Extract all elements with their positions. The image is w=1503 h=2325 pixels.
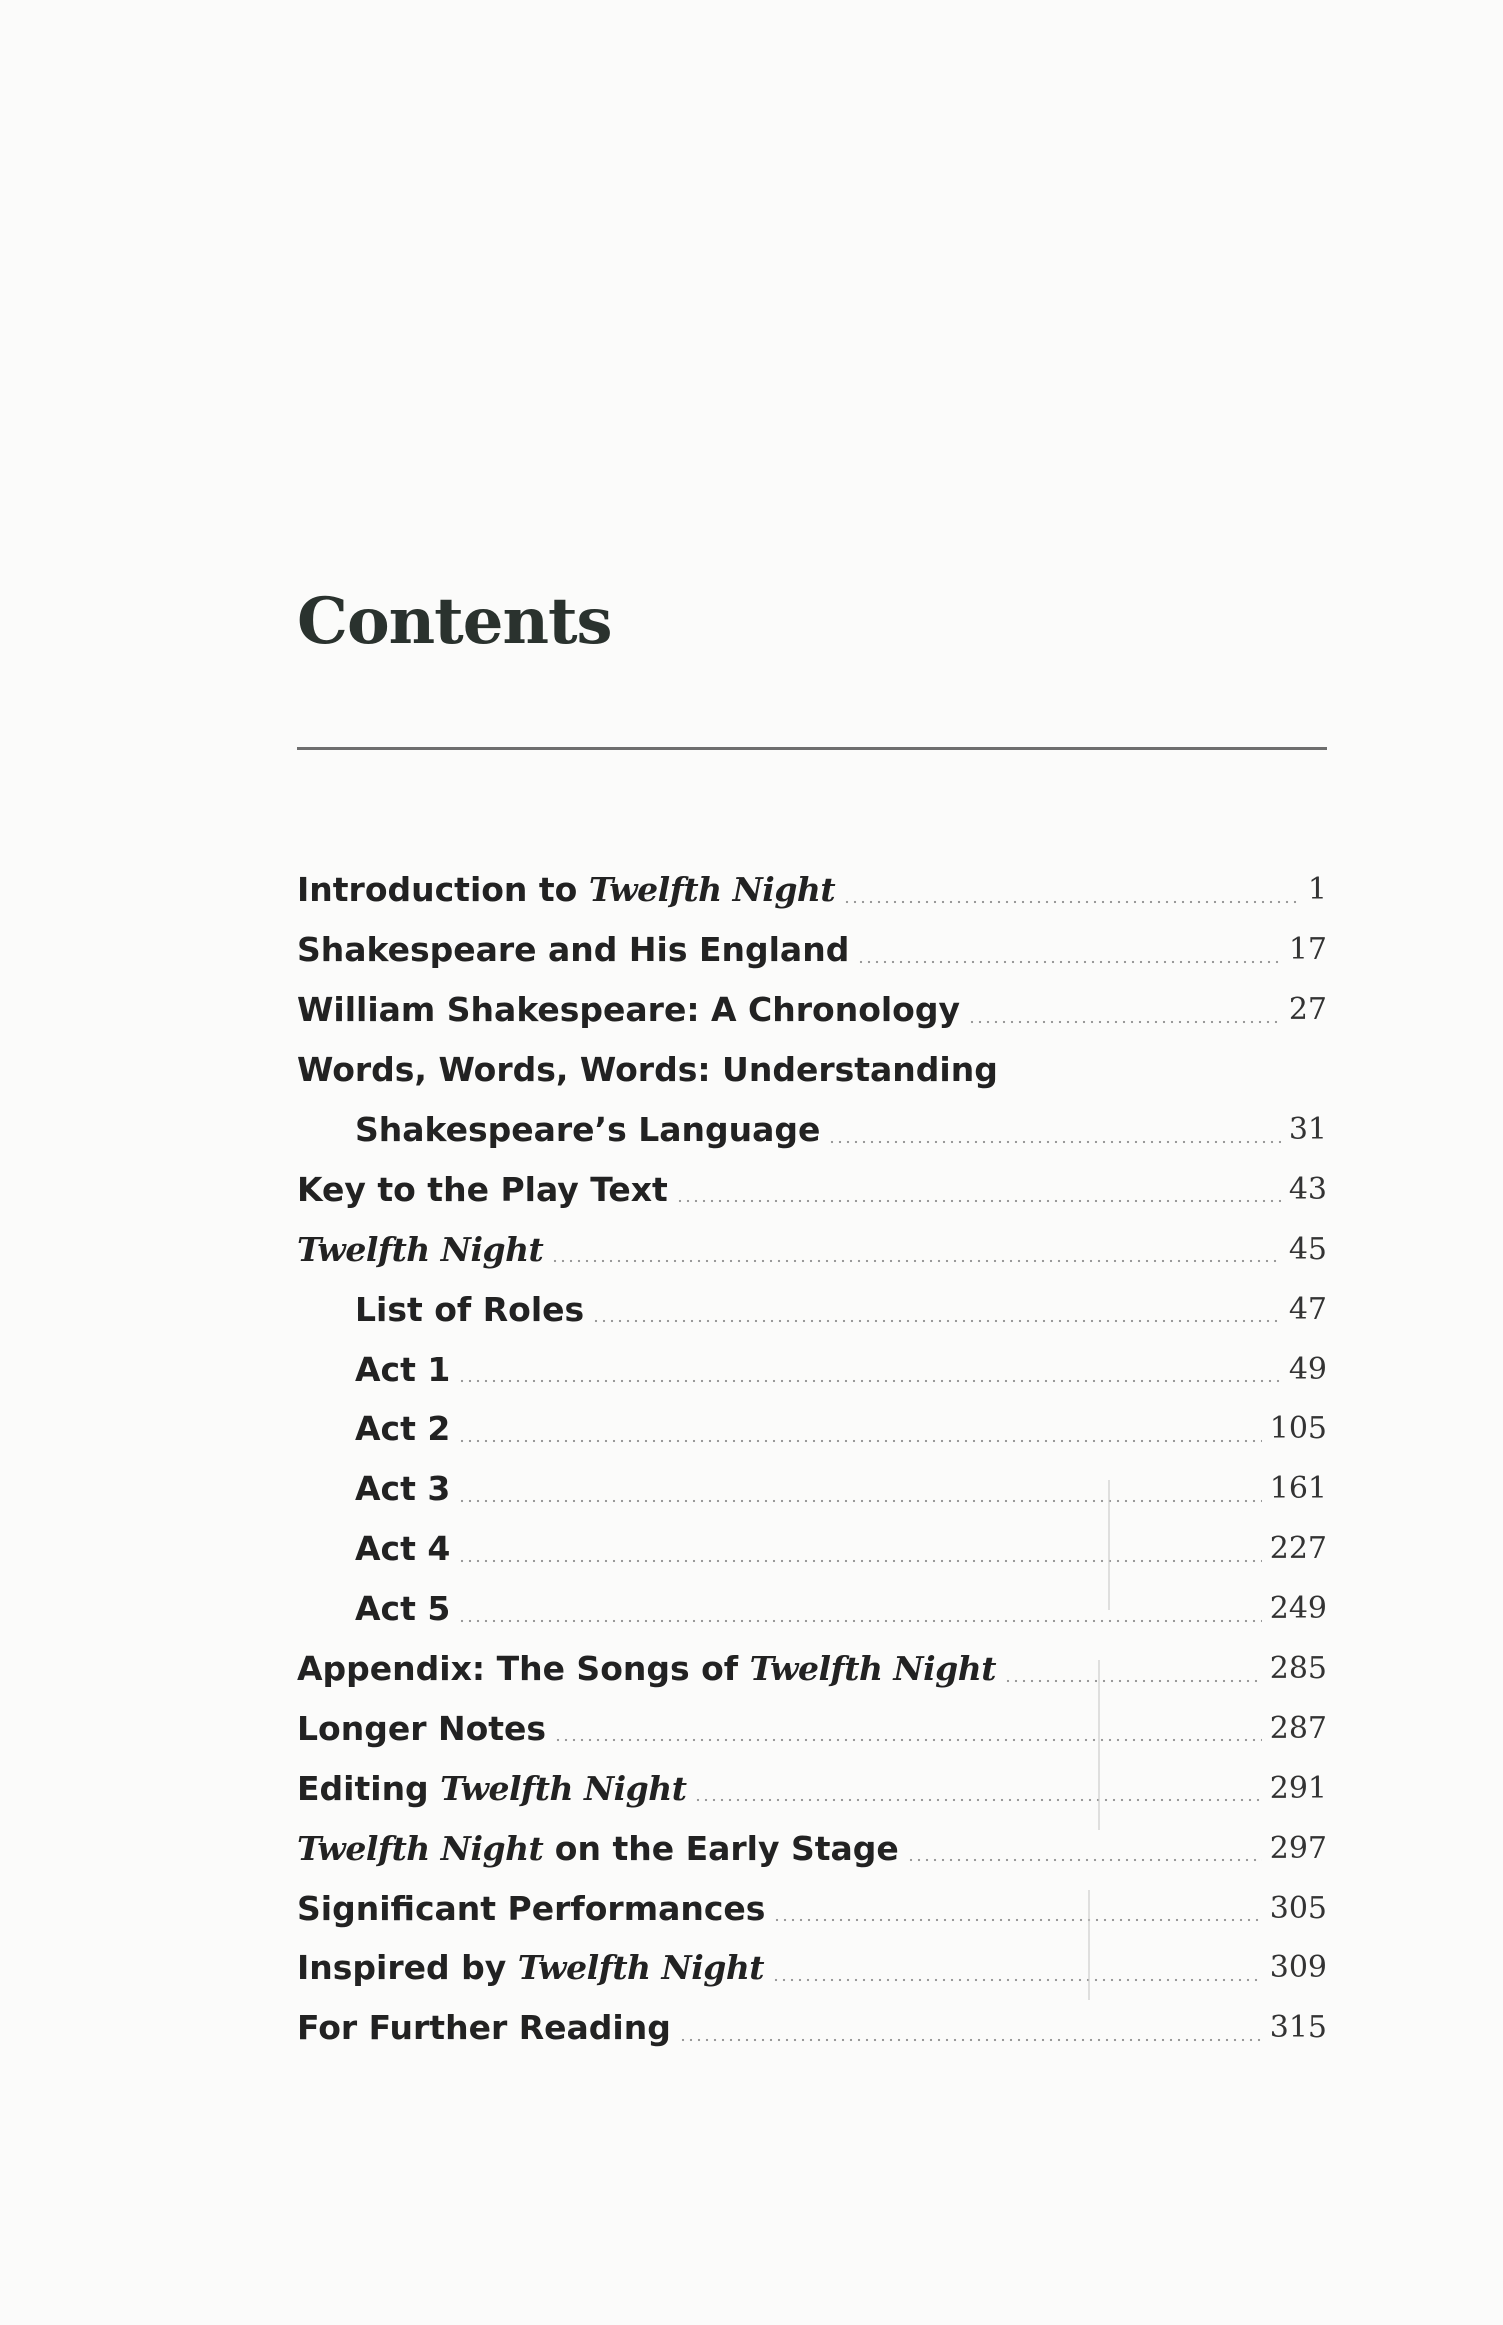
dot-leader: [551, 1259, 1281, 1263]
dot-leader: [843, 900, 1299, 904]
toc-entry: [297, 1339, 1327, 1399]
toc-entry-title-text: Act 4: [355, 1529, 451, 1569]
toc-entry-italic-title: Twelfth Night: [588, 870, 836, 910]
toc-page-number: 309: [1269, 1950, 1327, 1986]
toc-page-number: 285: [1269, 1651, 1327, 1687]
toc-entry: [297, 1998, 1327, 2058]
toc-entry: [297, 1878, 1327, 1938]
toc-entry-title: [355, 1529, 450, 1568]
toc-entry-title-text: Significant Performances: [297, 1888, 766, 1928]
dot-leader: [1004, 1679, 1262, 1683]
toc-page-number: 105: [1269, 1411, 1327, 1447]
toc-entry: [297, 1159, 1327, 1219]
dot-leader: [458, 1439, 1261, 1443]
toc-entry-italic-title: Twelfth Night: [297, 1229, 544, 1269]
toc-entry-title: [355, 1589, 450, 1628]
dot-leader: [773, 1918, 1261, 1922]
toc-entry-title-text: Editing: [297, 1768, 441, 1808]
toc-page-number: 287: [1269, 1710, 1327, 1746]
toc-page-number: 47: [1288, 1291, 1327, 1327]
toc-page-number: 305: [1269, 1890, 1327, 1926]
toc-entry: [297, 1279, 1327, 1339]
toc-page-number: 161: [1269, 1471, 1327, 1507]
toc-entry-title-text: Act 1: [355, 1349, 451, 1389]
toc-entry-title-text: Shakespeare and His England: [297, 930, 850, 970]
scan-artifact: [1108, 1480, 1110, 1610]
dot-leader: [554, 1738, 1262, 1742]
dot-leader: [458, 1379, 1280, 1383]
dot-leader: [907, 1858, 1262, 1862]
toc-entry: [297, 860, 1327, 920]
toc-entry: [297, 1100, 1327, 1160]
toc-entry-title: [355, 1290, 584, 1329]
toc-entry-title-text: Inspired by: [297, 1948, 518, 1988]
toc-entry-italic-title: Twelfth Night: [440, 1768, 687, 1808]
toc-entry-title-text: Appendix: The Songs of: [297, 1649, 750, 1689]
toc-entry-title-text: Key to the Play Text: [297, 1169, 668, 1209]
toc-entry-title: [297, 1889, 765, 1928]
dot-leader: [694, 1798, 1261, 1802]
toc-entry-title: [297, 930, 849, 969]
toc-entry: [297, 1399, 1327, 1459]
dot-leader: [458, 1499, 1261, 1503]
toc-entry-title-text: Introduction to: [297, 870, 589, 910]
toc-page-number: 27: [1288, 992, 1327, 1028]
toc-page-number: 297: [1269, 1830, 1327, 1866]
toc-page-number: 17: [1288, 932, 1327, 968]
toc-entry: [297, 1938, 1327, 1998]
toc-entry: [297, 1698, 1327, 1758]
dot-leader: [857, 960, 1280, 964]
toc-entry: [297, 1818, 1327, 1878]
dot-leader: [458, 1559, 1261, 1563]
dot-leader: [592, 1319, 1281, 1323]
toc-entry-title: [297, 2008, 671, 2047]
toc-entry: [297, 1758, 1327, 1818]
toc-entry-title: [297, 1170, 668, 1209]
table-of-contents: [297, 860, 1327, 2058]
dot-leader: [676, 1199, 1281, 1203]
toc-entry-title: [297, 870, 835, 909]
toc-entry-title: [297, 1230, 543, 1269]
toc-entry-title-text: For Further Reading: [297, 2008, 671, 2048]
toc-entry-title-text: Act 3: [355, 1469, 451, 1509]
toc-entry-title: [355, 1409, 450, 1448]
page-title: Contents: [297, 584, 612, 659]
title-divider: [297, 747, 1327, 750]
scan-artifact: [1098, 1660, 1100, 1830]
toc-entry-italic-title: Twelfth Night: [749, 1649, 996, 1689]
toc-entry-italic-title: Twelfth Night: [517, 1948, 765, 1988]
toc-page-number: 31: [1288, 1112, 1327, 1147]
toc-entry-title: [297, 1948, 764, 1987]
toc-entry-title-text: Shakespeare’s Language: [355, 1110, 821, 1149]
toc-entry-title: [297, 990, 960, 1029]
dot-leader: [968, 1020, 1281, 1024]
toc-entry-title: [297, 1649, 996, 1688]
dot-leader: [828, 1140, 1280, 1144]
toc-entry-title: [355, 1110, 820, 1149]
dot-leader: [772, 1978, 1262, 1982]
toc-entry-title: [297, 1769, 686, 1808]
toc-entry: [297, 920, 1327, 980]
toc-page-number: 227: [1269, 1531, 1327, 1567]
toc-entry: [297, 980, 1327, 1040]
toc-page-number: 45: [1288, 1231, 1327, 1267]
toc-entry-title: [297, 1709, 546, 1748]
dot-leader: [458, 1619, 1261, 1623]
toc-entry-title: [355, 1350, 450, 1389]
toc-page-number: 1: [1307, 872, 1327, 908]
toc-entry-title: [297, 1050, 998, 1089]
toc-page-number: 249: [1269, 1591, 1327, 1627]
toc-entry-title-suffix: on the Early Stage: [543, 1828, 899, 1868]
toc-entry-title-text: Act 5: [355, 1589, 451, 1629]
toc-entry-title-text: Words, Words, Words: Understanding: [297, 1050, 998, 1090]
toc-entry-title-text: Longer Notes: [297, 1708, 547, 1748]
toc-entry-title-text: Act 2: [355, 1409, 451, 1449]
toc-entry: [297, 1579, 1327, 1639]
toc-page-number: 43: [1288, 1171, 1327, 1207]
toc-page-number: 291: [1269, 1770, 1327, 1806]
toc-page-number: 49: [1288, 1351, 1327, 1387]
toc-entry: [297, 1040, 1327, 1100]
toc-page-number: 315: [1269, 2010, 1327, 2046]
dot-leader: [679, 2038, 1262, 2042]
toc-entry-title-text: William Shakespeare: A Chronology: [297, 990, 960, 1030]
toc-entry-title: [355, 1469, 450, 1508]
toc-entry-title-text: List of Roles: [355, 1289, 585, 1329]
toc-entry-title: [297, 1829, 899, 1868]
toc-entry: [297, 1459, 1327, 1519]
toc-entry: [297, 1639, 1327, 1699]
toc-entry-italic-title: Twelfth Night: [297, 1828, 544, 1868]
scan-artifact: [1088, 1890, 1090, 2000]
toc-entry: [297, 1519, 1327, 1579]
toc-entry: [297, 1219, 1327, 1279]
